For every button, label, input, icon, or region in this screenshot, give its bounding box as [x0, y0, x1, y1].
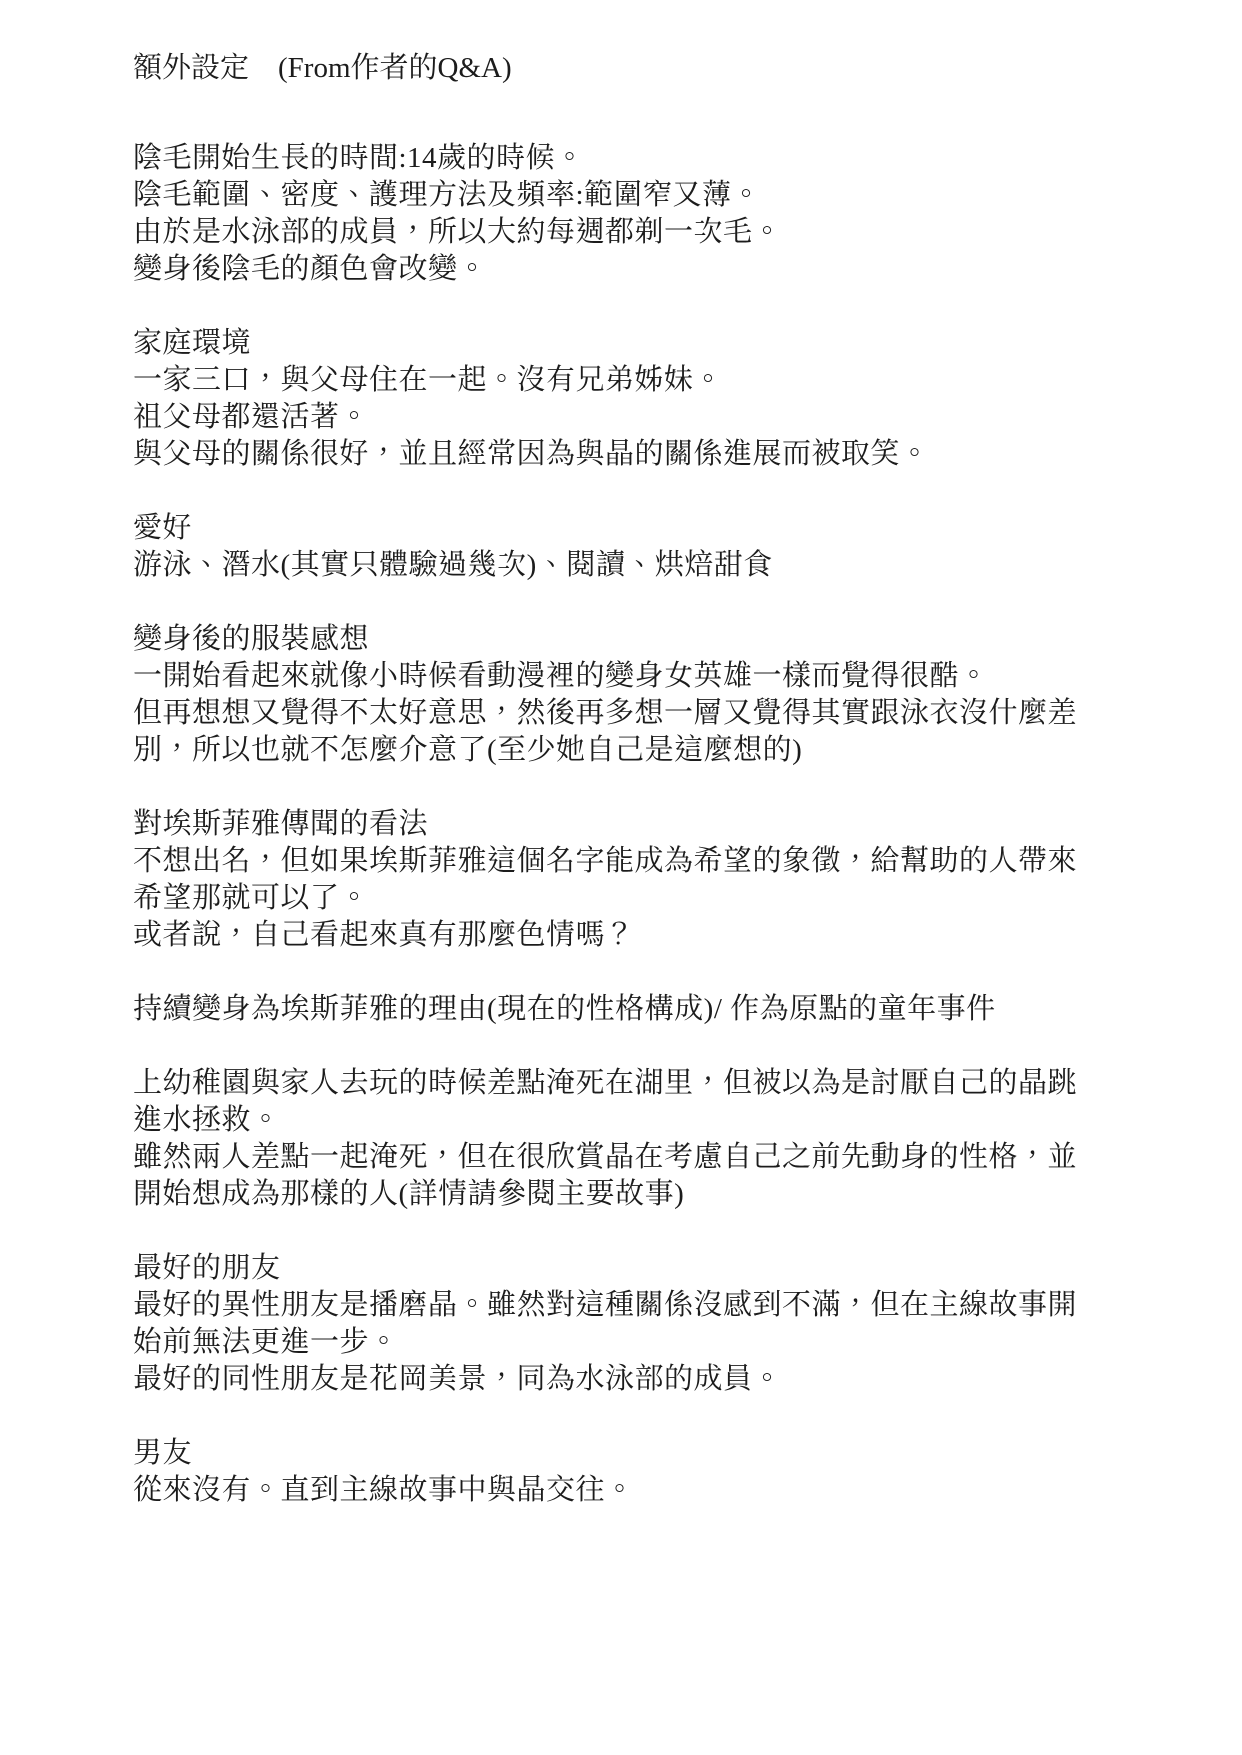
- text-line: 游泳、潛水(其實只體驗過幾次)、閱讀、烘焙甜食: [133, 549, 773, 581]
- text-block: [133, 140, 1153, 288]
- text-block: [133, 1065, 1153, 1213]
- text-line: 由於是水泳部的成員，所以大約每週都剃一次毛。: [133, 216, 783, 248]
- text-line: 上幼稚園與家人去玩的時候差點淹死在湖里，但被以為是討厭自己的晶跳: [133, 1067, 1078, 1099]
- text-line: 始前無法更進一步。: [133, 1326, 399, 1358]
- text-block: [133, 621, 1153, 769]
- text-line: 雖然兩人差點一起淹死，但在很欣賞晶在考慮自己之前先動身的性格，並: [133, 1141, 1078, 1173]
- text-line: 最好的朋友: [133, 1252, 281, 1284]
- page-title: 額外設定 (From作者的Q&A): [133, 52, 512, 84]
- text-line: 變身後陰毛的顏色會改變。: [133, 253, 488, 285]
- text-line: 一家三口，與父母住在一起。沒有兄弟姊妹。: [133, 364, 724, 396]
- text-line: 持續變身為埃斯菲雅的理由(現在的性格構成)/ 作為原點的童年事件: [133, 993, 996, 1025]
- document-content: [133, 50, 1153, 1509]
- text-block: [133, 806, 1153, 954]
- text-line: 變身後的服裝感想: [133, 623, 370, 655]
- text-block: [133, 991, 1153, 1028]
- text-line: 最好的同性朋友是花岡美景，同為水泳部的成員。: [133, 1363, 783, 1395]
- text-line: 一開始看起來就像小時候看動漫裡的變身女英雄一樣而覺得很酷。: [133, 660, 989, 692]
- text-line: 與父母的關係很好，並且經常因為與晶的關係進展而被取笑。: [133, 438, 930, 470]
- text-block: [133, 510, 1153, 584]
- text-line: 希望那就可以了。: [133, 882, 370, 914]
- text-line: 愛好: [133, 512, 193, 544]
- text-line: 祖父母都還活著。: [133, 401, 370, 433]
- text-line: 陰毛開始生長的時間:14歲的時候。: [133, 142, 585, 174]
- text-block: [133, 1435, 1153, 1509]
- text-line: 最好的異性朋友是播磨晶。雖然對這種關係沒感到不滿，但在主線故事開: [133, 1289, 1078, 1321]
- text-line: 從來沒有。直到主線故事中與晶交往。: [133, 1474, 635, 1506]
- text-line: 開始想成為那樣的人(詳情請參閱主要故事): [133, 1178, 685, 1210]
- text-line: 進水拯救。: [133, 1104, 281, 1136]
- text-line: 陰毛範圍、密度、護理方法及頻率:範圍窄又薄。: [133, 179, 762, 211]
- text-line: 但再想想又覺得不太好意思，然後再多想一層又覺得其實跟泳衣沒什麼差: [133, 697, 1078, 729]
- text-line: 別，所以也就不怎麼介意了(至少她自己是這麼想的): [133, 734, 803, 766]
- text-line: 家庭環境: [133, 327, 252, 359]
- text-block: [133, 1250, 1153, 1398]
- text-line: 或者說，自己看起來真有那麼色情嗎？: [133, 919, 635, 951]
- text-line: 男友: [133, 1437, 193, 1469]
- text-block: [133, 325, 1153, 473]
- text-line: 對埃斯菲雅傳聞的看法: [133, 808, 429, 840]
- text-line: 不想出名，但如果埃斯菲雅這個名字能成為希望的象徵，給幫助的人帶來: [133, 845, 1078, 877]
- document-body: [133, 140, 1153, 1509]
